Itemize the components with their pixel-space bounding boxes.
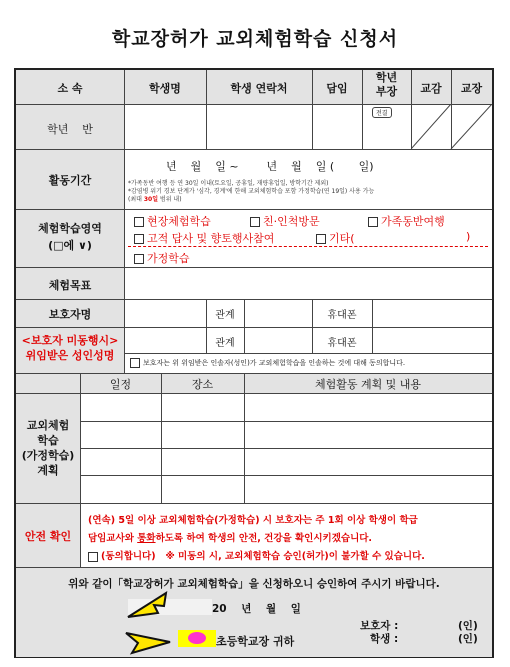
plan-col-place: 장소 <box>191 378 214 391</box>
student-name-header: 학생명 <box>149 82 181 95</box>
period-note-2: *감염병 위기 경보 단계가 '심각, 경계'에 한해 교외체험학습 포함 가정학습(연 19일) 사용 가능 <box>128 188 375 195</box>
grade-class-field[interactable]: 학년 반 <box>47 123 93 136</box>
option-relative-visit[interactable]: 친·인척방문 <box>250 213 320 229</box>
pointer-arrows-icon <box>124 589 184 659</box>
delegate-label-2: 위임받은 성인성명 <box>25 349 115 362</box>
homeroom-header: 담임 <box>326 82 348 95</box>
principal-header: 교장 <box>460 82 483 95</box>
redacted-mark <box>188 632 206 644</box>
option-other[interactable]: 기타( <box>316 230 355 246</box>
application-date[interactable]: 20 년 월 일 <box>212 603 301 615</box>
delegate-consent[interactable]: 보호자는 위 위임받은 인솔자(성인)가 교외체험학습을 인솔하는 것에 대해 동의합니다. <box>130 358 405 368</box>
option-family-trip[interactable]: 가족동반여행 <box>368 213 445 229</box>
guardian-sign-label: 보호자 : <box>360 620 399 632</box>
option-field-trip[interactable]: 현장체험학습 <box>134 213 211 229</box>
guardian-phone-label: 휴대폰 <box>327 310 357 321</box>
checkbox-icon[interactable] <box>134 217 144 227</box>
form-title: 학교장허가 교외체험학습 신청서 <box>111 28 399 50</box>
checkbox-icon[interactable] <box>134 254 144 264</box>
delegation-stamp: 전결 <box>372 107 392 118</box>
request-statement: 위와 같이「학교장허가 교외체험학습」을 신청하오니 승인하여 주시기 바랍니다. <box>68 578 440 590</box>
safety-label: 안전 확인 <box>24 530 72 543</box>
period-dates[interactable]: 년 월 일 ~ 년 월 일 ( 일) <box>166 160 374 173</box>
delegate-relation-label: 관계 <box>215 338 235 349</box>
student-seal[interactable]: (인) <box>458 633 478 645</box>
student-sign-label: 학생 : <box>370 633 399 645</box>
area-sub-label: (□에 ∨) <box>48 239 92 252</box>
purpose-label: 체험목표 <box>48 279 92 292</box>
vice-principal-header: 교감 <box>420 82 442 95</box>
checkbox-icon[interactable] <box>368 217 378 227</box>
guardian-seal[interactable]: (인) <box>458 620 478 632</box>
plan-label: 교외체험 학습 (가정학습) 계획 <box>21 419 75 477</box>
school-addressee: 초등학교장 귀하 <box>216 635 295 648</box>
period-label: 활동기간 <box>48 174 92 187</box>
delegate-label-1: <보호자 미동행시> <box>21 334 119 347</box>
checkbox-icon[interactable] <box>250 217 260 227</box>
application-form <box>14 68 494 658</box>
affiliation-header: 소 속 <box>57 82 83 95</box>
approval-slash <box>411 104 492 149</box>
option-home-study[interactable]: 가정학습 <box>134 250 190 266</box>
option-heritage[interactable]: 고적 답사 및 향토행사참여 <box>134 230 274 246</box>
grade-head-header: 학년 부장 <box>375 71 398 98</box>
student-contact-header: 학생 연락처 <box>230 82 288 95</box>
period-note-3: (최대 30일 범위 내) <box>128 196 182 203</box>
safety-line-3[interactable]: (동의합니다) ※ 미동의 시, 교외체험학습 승인(허가)이 불가할 수 있습니다. <box>88 548 425 562</box>
delegate-phone-label: 휴대폰 <box>327 338 357 349</box>
plan-col-content: 체험활동 계획 및 내용 <box>314 378 422 391</box>
guardian-label: 보호자명 <box>48 308 92 321</box>
guardian-relation-label: 관계 <box>215 310 235 321</box>
area-label: 체험학습영역 <box>38 222 102 235</box>
safety-line-1: (연속) 5일 이상 교외체험학습(가정학습) 시 보호자는 주 1회 이상 학생이 학급 <box>88 515 418 526</box>
period-note-1: *가족동반 여행 등 연 30일 이내(토요일, 공휴일, 재량휴업일, 방학기간 제외) <box>128 180 329 187</box>
plan-col-date: 일정 <box>109 378 132 391</box>
option-other-close: ) <box>466 230 471 243</box>
checkbox-icon[interactable] <box>130 358 140 368</box>
checkbox-icon[interactable] <box>134 234 144 244</box>
checkbox-icon[interactable] <box>316 234 326 244</box>
checkbox-icon[interactable] <box>88 552 98 562</box>
safety-line-2: 담임교사와 통화하도록 하여 학생의 안전, 건강을 확인시키겠습니다. <box>88 533 373 544</box>
